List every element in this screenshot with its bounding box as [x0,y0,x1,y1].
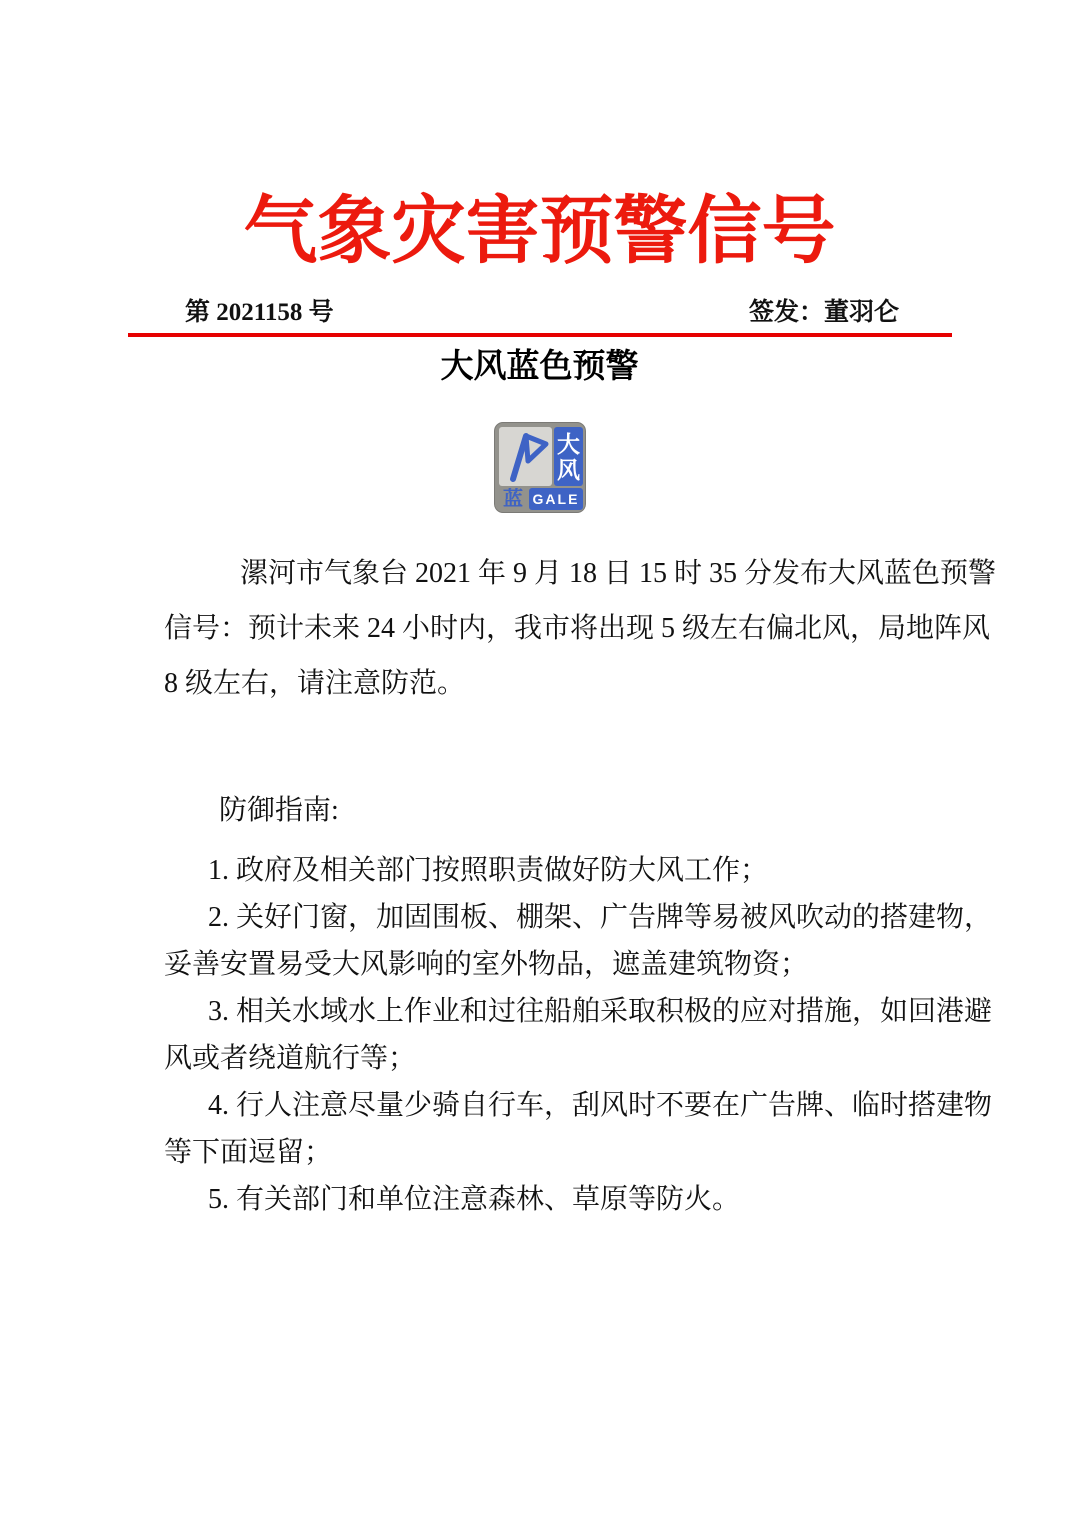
guideline-line: 等下面逗留； [164,1137,333,1168]
wind-flag-icon [499,427,552,486]
header-divider-rule [128,333,952,337]
guideline-line: 风或者绕道航行等； [164,1043,417,1074]
guideline-line: 4. 行人注意尽量少骑自行车，刮风时不要在广告牌、临时搭建物 [208,1090,993,1121]
body-line: 信号：预计未来 24 小时内，我市将出现 5 级左右偏北风，局地阵风 [164,613,991,644]
guideline-line: 2. 关好门窗，加固围板、棚架、广告牌等易被风吹动的搭建物， [208,902,993,933]
document-number: 第 2021158 号 [185,299,334,326]
sign-level-en-label: GALE [532,491,580,507]
guideline-line: 5. 有关部门和单位注意森林、草原等防火。 [208,1184,741,1215]
guidelines-list [164,847,993,1223]
guideline-line: 3. 相关水域水上作业和过往船舶采取积极的应对措施，如回港避 [208,996,993,1027]
sign-name-cell [554,427,583,486]
wind-flag-cell [499,427,552,486]
signer-name: 董羽仑 [823,299,899,326]
signer-label: 签发： [748,299,824,326]
guidelines-heading: 防御指南: [219,795,339,826]
warning-body-paragraph [164,546,997,711]
warning-subtitle: 大风蓝色预警 [440,349,639,385]
document-header-row [185,297,899,329]
guideline-line: 1. 政府及相关部门按照职责做好防大风工作； [208,855,769,886]
body-line: 8 级左右，请注意防范。 [164,668,466,699]
body-line: 漯河市气象台 2021 年 9 月 18 日 15 时 35 分发布大风蓝色预警 [240,558,997,589]
sign-name-bottom-char: 风 [557,456,580,483]
sign-name-top-char: 大 [557,430,580,457]
guideline-line: 妥善安置易受大风影响的室外物品，遮盖建筑物资； [164,949,809,980]
gale-blue-warning-sign [494,422,586,513]
document-main-title: 气象灾害预警信号 [243,189,836,272]
sign-level-cell [499,488,527,510]
sign-level-en-cell [529,488,583,510]
sign-level-char: 蓝 [503,488,523,510]
signer [749,297,899,329]
